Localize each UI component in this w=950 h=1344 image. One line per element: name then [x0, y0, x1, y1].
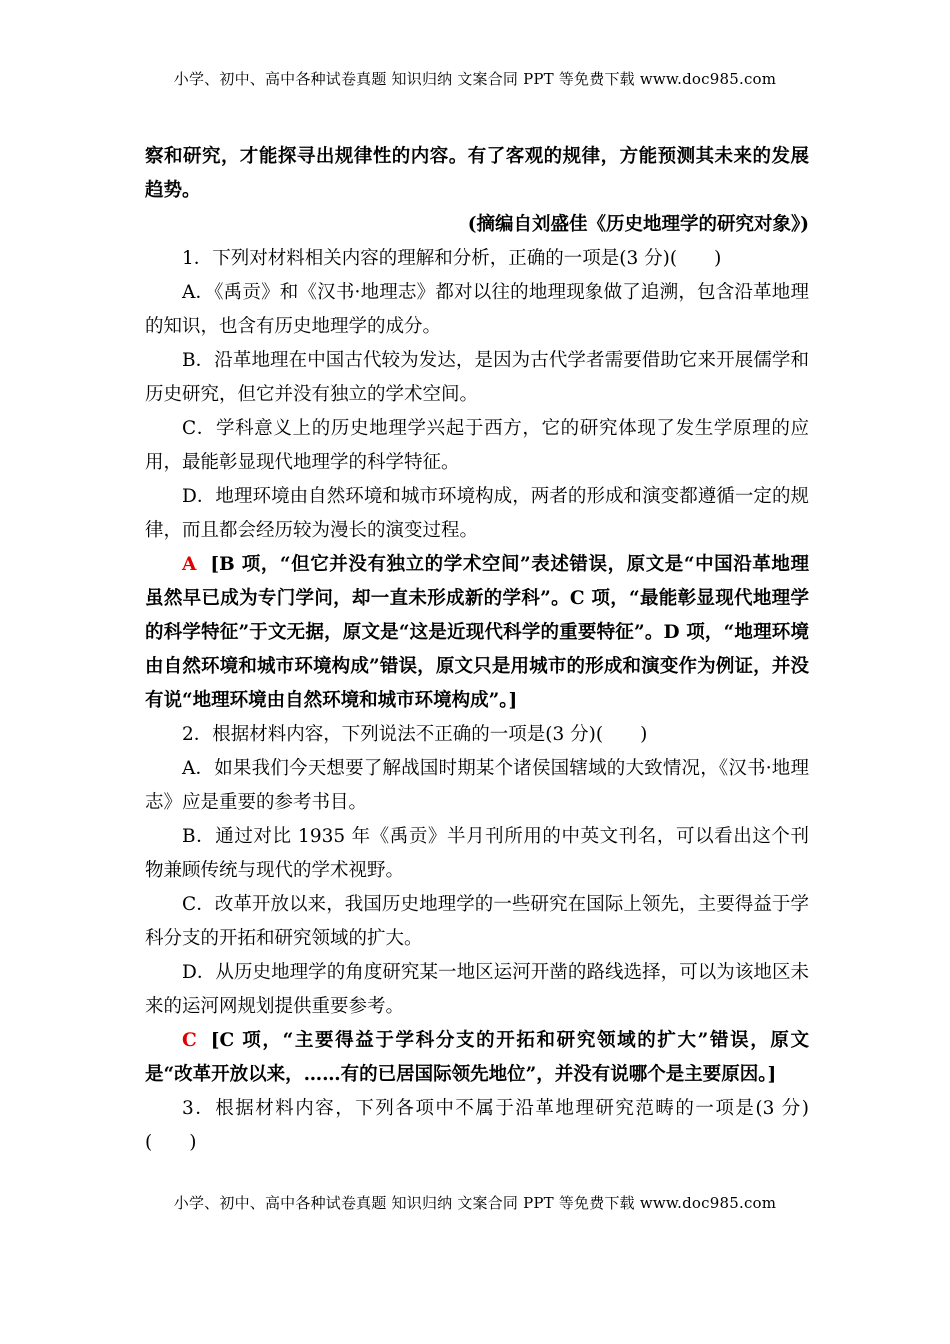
- page-footer: 小学、初中、高中各种试卷真题 知识归纳 文案合同 PPT 等免费下载 www.doc985.com: [173, 1194, 777, 1212]
- q1-option-a: A．《禹贡》和《汉书·地理志》都对以往的地理现象做了追溯，包含沿革地理的知识，也含有历史地理学的成分。: [145, 282, 809, 337]
- page-header: 小学、初中、高中各种试卷真题 知识归纳 文案合同 PPT 等免费下载 www.doc985.com: [173, 70, 777, 88]
- q2-explanation: [C 项，“主要得益于学科分支的开拓和研究领域的扩大”错误，原文是“改革开放以来，……有的已居国际领先地位”，并没有说哪个是主要原因。]: [145, 1030, 809, 1085]
- q1-option-b: B．沿革地理在中国古代较为发达，是因为古代学者需要借助它来开展儒学和历史研究，但它并没有独立的学术空间。: [145, 350, 809, 405]
- q1-option-d: D．地理环境由自然环境和城市环境构成，两者的形成和演变都遵循一定的规律，而且都会经历较为漫长的演变过程。: [145, 486, 809, 541]
- q1-answer-block: [145, 548, 809, 718]
- q2-option-d: D．从历史地理学的角度研究某一地区运河开凿的路线选择，可以为该地区未来的运河网规划提供重要参考。: [145, 962, 809, 1017]
- q2-option-a: A．如果我们今天想要了解战国时期某个诸侯国辖域的大致情况，《汉书·地理志》应是重要的参考书目。: [145, 758, 809, 813]
- passage-source: (摘编自刘盛佳《历史地理学的研究对象》): [467, 214, 809, 235]
- q2-answer-block: [145, 1024, 809, 1092]
- passage-ending: 察和研究，才能探寻出规律性的内容。有了客观的规律，方能预测其未来的发展趋势。: [145, 146, 809, 201]
- q1-option-c: C．学科意义上的历史地理学兴起于西方，它的研究体现了发生学原理的应用，最能彰显现代地理学的科学特征。: [145, 418, 809, 473]
- document-body: [145, 140, 809, 1160]
- q1-answer: A: [182, 554, 197, 575]
- q1-explanation: [B 项，“但它并没有独立的学术空间”表述错误，原文是“中国沿革地理虽然早已成为专门学问，却一直未形成新的学科”。C 项，“最能彰显现代地理学的科学特征”于文无据，原文是“这是近现代科学的重要特征”。D 项，“地理环境由自然环境和城市环境构成”错误，原文只是用城市的形成和演变作为例证，并没有说“地理环境由自然环境和城市环境构成”。]: [145, 554, 809, 711]
- q2-option-b: B．通过对比 1935 年《禹贡》半月刊所用的中英文刊名，可以看出这个刊物兼顾传统与现代的学术视野。: [145, 826, 809, 881]
- q1-stem: 1．下列对材料相关内容的理解和分析，正确的一项是(3 分)( ): [182, 248, 722, 269]
- q2-stem: 2．根据材料内容，下列说法不正确的一项是(3 分)( ): [182, 724, 648, 745]
- q2-option-c: C．改革开放以来，我国历史地理学的一些研究在国际上领先，主要得益于学科分支的开拓和研究领域的扩大。: [145, 894, 809, 949]
- q2-answer: C: [182, 1030, 197, 1051]
- q3-stem: 3．根据材料内容，下列各项中不属于沿革地理研究范畴的一项是(3 分)( ): [145, 1098, 809, 1153]
